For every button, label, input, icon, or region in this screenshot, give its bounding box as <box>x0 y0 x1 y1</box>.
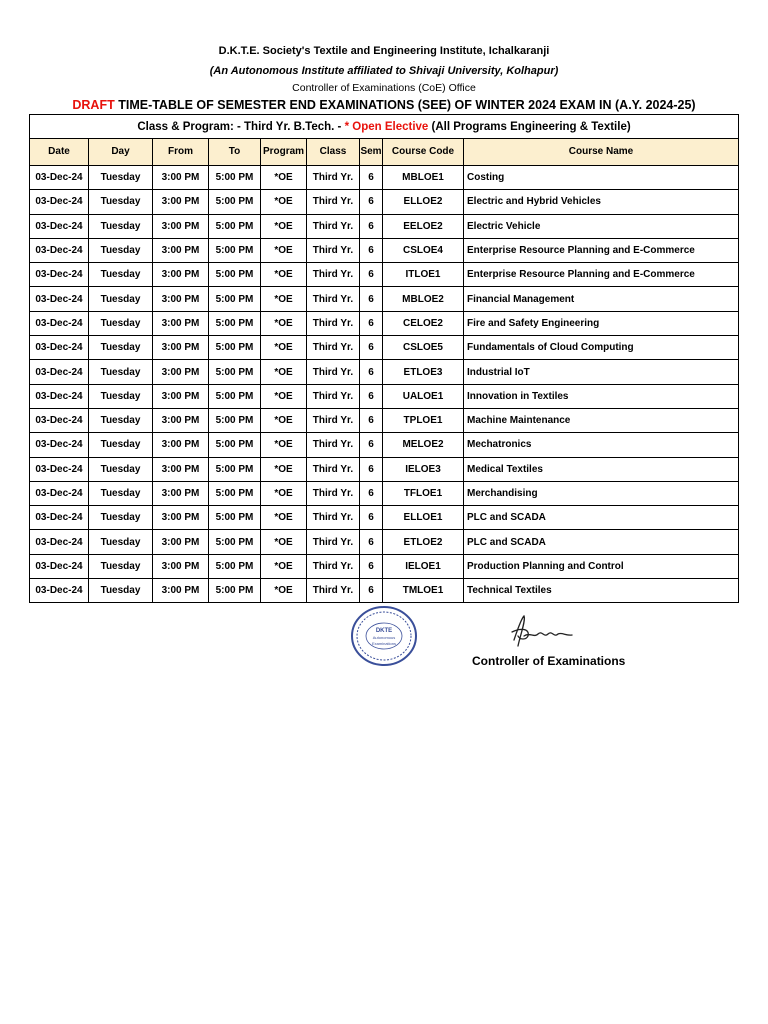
day-cell: Tuesday <box>89 506 153 530</box>
institute-name: D.K.T.E. Society's Textile and Engineering Institute, Ichalkaranji <box>218 45 550 57</box>
sem-cell: 6 <box>360 238 383 262</box>
from-cell: 3:00 PM <box>153 530 209 554</box>
course-code-cell: IELOE3 <box>383 457 464 481</box>
day-cell: Tuesday <box>89 433 153 457</box>
controller-signatory: Controller of Examinations <box>472 654 626 668</box>
course-code-cell: MELOE2 <box>383 433 464 457</box>
course-code-cell: ETLOE3 <box>383 360 464 384</box>
class-cell: Third Yr. <box>307 579 360 603</box>
sem-cell: 6 <box>360 214 383 238</box>
course-name-cell: Costing <box>464 166 739 190</box>
course-name-cell: Mechatronics <box>464 433 739 457</box>
program-cell: *OE <box>261 287 307 311</box>
to-cell: 5:00 PM <box>209 311 261 335</box>
table-row <box>30 554 739 578</box>
course-name-cell: Industrial IoT <box>464 360 739 384</box>
date-cell: 03-Dec-24 <box>30 384 89 408</box>
to-cell: 5:00 PM <box>209 457 261 481</box>
to-cell: 5:00 PM <box>209 384 261 408</box>
program-cell: *OE <box>261 481 307 505</box>
to-cell: 5:00 PM <box>209 481 261 505</box>
course-name-cell: Technical Textiles <box>464 579 739 603</box>
course-name-cell: Fundamentals of Cloud Computing <box>464 336 739 360</box>
seal-center-text: DKTE <box>375 628 393 634</box>
date-cell: 03-Dec-24 <box>30 263 89 287</box>
table-row <box>30 384 739 408</box>
column-header-row <box>30 139 739 166</box>
table-row <box>30 530 739 554</box>
from-cell: 3:00 PM <box>153 481 209 505</box>
from-cell: 3:00 PM <box>153 408 209 432</box>
from-cell: 3:00 PM <box>153 506 209 530</box>
class-cell: Third Yr. <box>307 481 360 505</box>
date-cell: 03-Dec-24 <box>30 311 89 335</box>
course-name-cell: Innovation in Textiles <box>464 384 739 408</box>
program-cell: *OE <box>261 166 307 190</box>
to-cell: 5:00 PM <box>209 166 261 190</box>
class-cell: Third Yr. <box>307 166 360 190</box>
sem-cell: 6 <box>360 311 383 335</box>
column-header-to: To <box>209 139 261 166</box>
sem-cell: 6 <box>360 457 383 481</box>
date-cell: 03-Dec-24 <box>30 190 89 214</box>
table-row <box>30 457 739 481</box>
day-cell: Tuesday <box>89 190 153 214</box>
column-header-sem: Sem <box>360 139 383 166</box>
timetable <box>29 114 739 603</box>
class-cell: Third Yr. <box>307 433 360 457</box>
course-code-cell: CSLOE4 <box>383 238 464 262</box>
column-header-date: Date <box>30 139 89 166</box>
table-row <box>30 214 739 238</box>
to-cell: 5:00 PM <box>209 408 261 432</box>
program-cell: *OE <box>261 214 307 238</box>
from-cell: 3:00 PM <box>153 360 209 384</box>
sem-cell: 6 <box>360 408 383 432</box>
day-cell: Tuesday <box>89 287 153 311</box>
title-text: TIME-TABLE OF SEMESTER END EXAMINATIONS (SEE) OF WINTER 2024 EXAM IN (A.Y. 2024-25) <box>114 98 696 112</box>
table-row <box>30 287 739 311</box>
course-name-cell: Production Planning and Control <box>464 554 739 578</box>
date-cell: 03-Dec-24 <box>30 360 89 384</box>
from-cell: 3:00 PM <box>153 336 209 360</box>
course-code-cell: TFLOE1 <box>383 481 464 505</box>
to-cell: 5:00 PM <box>209 579 261 603</box>
day-cell: Tuesday <box>89 263 153 287</box>
date-cell: 03-Dec-24 <box>30 166 89 190</box>
from-cell: 3:00 PM <box>153 579 209 603</box>
table-row <box>30 481 739 505</box>
date-cell: 03-Dec-24 <box>30 530 89 554</box>
table-row <box>30 263 739 287</box>
day-cell: Tuesday <box>89 579 153 603</box>
course-name-cell: Merchandising <box>464 481 739 505</box>
class-cell: Third Yr. <box>307 384 360 408</box>
institute-seal <box>350 605 418 667</box>
to-cell: 5:00 PM <box>209 190 261 214</box>
date-cell: 03-Dec-24 <box>30 287 89 311</box>
date-cell: 03-Dec-24 <box>30 408 89 432</box>
from-cell: 3:00 PM <box>153 384 209 408</box>
course-name-cell: Fire and Safety Engineering <box>464 311 739 335</box>
table-row <box>30 506 739 530</box>
program-cell: *OE <box>261 506 307 530</box>
date-cell: 03-Dec-24 <box>30 457 89 481</box>
column-header-course-code: Course Code <box>383 139 464 166</box>
sem-cell: 6 <box>360 287 383 311</box>
course-code-cell: IELOE1 <box>383 554 464 578</box>
signature-area <box>340 600 640 680</box>
table-row <box>30 238 739 262</box>
day-cell: Tuesday <box>89 408 153 432</box>
class-cell: Third Yr. <box>307 530 360 554</box>
day-cell: Tuesday <box>89 360 153 384</box>
course-name-cell: Electric and Hybrid Vehicles <box>464 190 739 214</box>
to-cell: 5:00 PM <box>209 506 261 530</box>
date-cell: 03-Dec-24 <box>30 506 89 530</box>
to-cell: 5:00 PM <box>209 238 261 262</box>
date-cell: 03-Dec-24 <box>30 214 89 238</box>
day-cell: Tuesday <box>89 214 153 238</box>
from-cell: 3:00 PM <box>153 190 209 214</box>
date-cell: 03-Dec-24 <box>30 579 89 603</box>
from-cell: 3:00 PM <box>153 433 209 457</box>
column-header-class: Class <box>307 139 360 166</box>
day-cell: Tuesday <box>89 554 153 578</box>
day-cell: Tuesday <box>89 238 153 262</box>
program-cell: *OE <box>261 433 307 457</box>
class-program-suffix: (All Programs Engineering & Textile) <box>431 120 631 133</box>
class-cell: Third Yr. <box>307 263 360 287</box>
course-name-cell: Enterprise Resource Planning and E-Commerce <box>464 263 739 287</box>
class-cell: Third Yr. <box>307 311 360 335</box>
date-cell: 03-Dec-24 <box>30 433 89 457</box>
program-cell: *OE <box>261 384 307 408</box>
course-name-cell: Medical Textiles <box>464 457 739 481</box>
course-code-cell: ELLOE2 <box>383 190 464 214</box>
from-cell: 3:00 PM <box>153 214 209 238</box>
date-cell: 03-Dec-24 <box>30 554 89 578</box>
class-cell: Third Yr. <box>307 506 360 530</box>
table-row <box>30 190 739 214</box>
affiliation-line: (An Autonomous Institute affiliated to Shivaji University, Kolhapur) <box>209 65 559 77</box>
day-cell: Tuesday <box>89 530 153 554</box>
column-header-course-name: Course Name <box>464 139 739 166</box>
table-row <box>30 408 739 432</box>
to-cell: 5:00 PM <box>209 287 261 311</box>
day-cell: Tuesday <box>89 336 153 360</box>
class-program-row <box>30 115 739 139</box>
day-cell: Tuesday <box>89 384 153 408</box>
class-cell: Third Yr. <box>307 214 360 238</box>
course-code-cell: TPLOE1 <box>383 408 464 432</box>
course-code-cell: TMLOE1 <box>383 579 464 603</box>
office-line: Controller of Examinations (CoE) Office <box>292 82 476 94</box>
table-row <box>30 336 739 360</box>
page-title <box>0 98 768 112</box>
from-cell: 3:00 PM <box>153 554 209 578</box>
sem-cell: 6 <box>360 360 383 384</box>
class-cell: Third Yr. <box>307 554 360 578</box>
seal-line-2: Autonomous <box>372 635 396 640</box>
sem-cell: 6 <box>360 263 383 287</box>
sem-cell: 6 <box>360 530 383 554</box>
program-cell: *OE <box>261 190 307 214</box>
program-cell: *OE <box>261 408 307 432</box>
class-cell: Third Yr. <box>307 190 360 214</box>
program-cell: *OE <box>261 457 307 481</box>
sem-cell: 6 <box>360 579 383 603</box>
program-cell: *OE <box>261 554 307 578</box>
program-cell: *OE <box>261 263 307 287</box>
course-code-cell: CELOE2 <box>383 311 464 335</box>
to-cell: 5:00 PM <box>209 214 261 238</box>
from-cell: 3:00 PM <box>153 263 209 287</box>
sem-cell: 6 <box>360 384 383 408</box>
class-program-prefix: Class & Program: - Third Yr. B.Tech. - <box>137 120 345 133</box>
day-cell: Tuesday <box>89 166 153 190</box>
course-name-cell: PLC and SCADA <box>464 506 739 530</box>
course-code-cell: UALOE1 <box>383 384 464 408</box>
table-row <box>30 166 739 190</box>
course-name-cell: Electric Vehicle <box>464 214 739 238</box>
program-cell: *OE <box>261 336 307 360</box>
sem-cell: 6 <box>360 554 383 578</box>
seal-line-3: Examinations <box>371 641 397 646</box>
table-row <box>30 360 739 384</box>
course-code-cell: ETLOE2 <box>383 530 464 554</box>
day-cell: Tuesday <box>89 457 153 481</box>
course-name-cell: Financial Management <box>464 287 739 311</box>
table-row <box>30 311 739 335</box>
sem-cell: 6 <box>360 506 383 530</box>
course-code-cell: ITLOE1 <box>383 263 464 287</box>
class-cell: Third Yr. <box>307 336 360 360</box>
day-cell: Tuesday <box>89 311 153 335</box>
class-cell: Third Yr. <box>307 360 360 384</box>
program-cell: *OE <box>261 360 307 384</box>
table-row <box>30 433 739 457</box>
sem-cell: 6 <box>360 166 383 190</box>
signature-image <box>500 610 580 650</box>
course-name-cell: PLC and SCADA <box>464 530 739 554</box>
class-cell: Third Yr. <box>307 238 360 262</box>
sem-cell: 6 <box>360 481 383 505</box>
to-cell: 5:00 PM <box>209 433 261 457</box>
date-cell: 03-Dec-24 <box>30 481 89 505</box>
class-program-cell <box>30 115 739 139</box>
column-header-day: Day <box>89 139 153 166</box>
from-cell: 3:00 PM <box>153 457 209 481</box>
class-cell: Third Yr. <box>307 408 360 432</box>
program-cell: *OE <box>261 579 307 603</box>
course-code-cell: CSLOE5 <box>383 336 464 360</box>
to-cell: 5:00 PM <box>209 530 261 554</box>
date-cell: 03-Dec-24 <box>30 238 89 262</box>
draft-label: DRAFT <box>72 98 115 112</box>
course-name-cell: Enterprise Resource Planning and E-Commerce <box>464 238 739 262</box>
day-cell: Tuesday <box>89 481 153 505</box>
program-cell: *OE <box>261 238 307 262</box>
to-cell: 5:00 PM <box>209 336 261 360</box>
to-cell: 5:00 PM <box>209 263 261 287</box>
course-code-cell: MBLOE1 <box>383 166 464 190</box>
from-cell: 3:00 PM <box>153 166 209 190</box>
class-cell: Third Yr. <box>307 457 360 481</box>
to-cell: 5:00 PM <box>209 360 261 384</box>
course-code-cell: MBLOE2 <box>383 287 464 311</box>
open-elective-label: * Open Elective <box>344 120 432 133</box>
sem-cell: 6 <box>360 336 383 360</box>
class-cell: Third Yr. <box>307 287 360 311</box>
from-cell: 3:00 PM <box>153 238 209 262</box>
course-code-cell: EELOE2 <box>383 214 464 238</box>
sem-cell: 6 <box>360 190 383 214</box>
program-cell: *OE <box>261 530 307 554</box>
from-cell: 3:00 PM <box>153 311 209 335</box>
column-header-program: Program <box>261 139 307 166</box>
program-cell: *OE <box>261 311 307 335</box>
date-cell: 03-Dec-24 <box>30 336 89 360</box>
to-cell: 5:00 PM <box>209 554 261 578</box>
course-code-cell: ELLOE1 <box>383 506 464 530</box>
sem-cell: 6 <box>360 433 383 457</box>
course-name-cell: Machine Maintenance <box>464 408 739 432</box>
column-header-from: From <box>153 139 209 166</box>
from-cell: 3:00 PM <box>153 287 209 311</box>
